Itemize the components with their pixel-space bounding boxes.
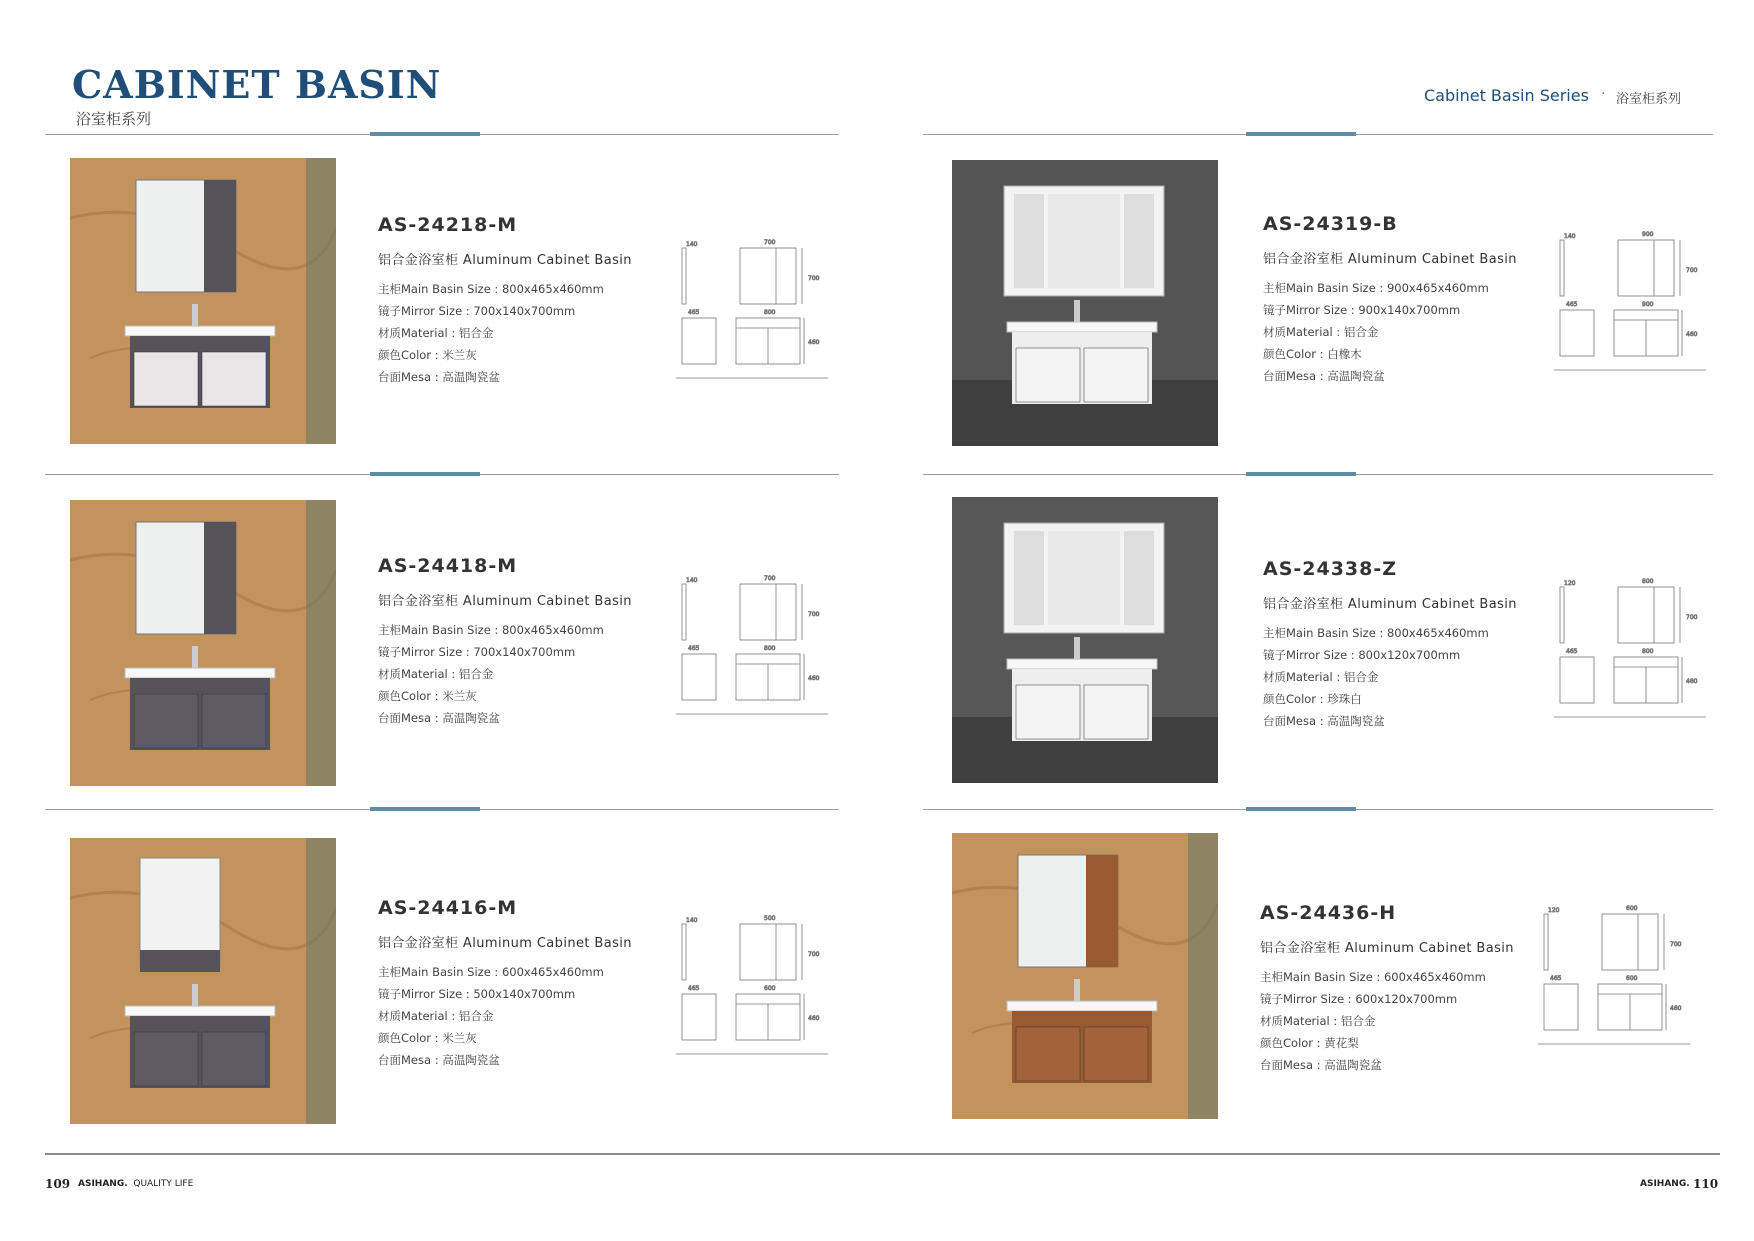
series-subtitle: 浴室柜系列 (1616, 92, 1682, 107)
product-info (378, 555, 668, 729)
svg-text:460: 460 (808, 675, 820, 682)
spec-line: 主柜Main Basin Size : 800x465x460mm (378, 282, 604, 296)
catalog-subtitle: 浴室柜系列 (76, 110, 152, 128)
footer-brand-left (78, 1179, 193, 1189)
dimension-drawing (1550, 228, 1710, 378)
svg-text:800: 800 (1642, 578, 1654, 585)
page-number-right: 110 (1693, 1177, 1719, 1191)
product-code: AS-24416-M (378, 897, 518, 919)
spec-line: 镜子Mirror Size : 700x140x700mm (378, 304, 576, 318)
svg-text:700: 700 (1686, 614, 1698, 621)
dimension-drawing (1534, 902, 1694, 1052)
spec-line: 颜色Color : 米兰灰 (378, 348, 477, 362)
divider-accent (1246, 472, 1356, 476)
spec-line: 主柜Main Basin Size : 600x465x460mm (1260, 970, 1486, 984)
svg-text:460: 460 (808, 1015, 820, 1022)
spec-line: 镜子Mirror Size : 800x120x700mm (1263, 648, 1461, 662)
svg-text:140: 140 (686, 577, 698, 584)
svg-text:700: 700 (808, 611, 820, 618)
product-name: 铝合金浴室柜 Aluminum Cabinet Basin (378, 936, 632, 951)
series-separator: · (1601, 86, 1606, 102)
svg-text:600: 600 (1626, 975, 1638, 982)
svg-text:600: 600 (764, 985, 776, 992)
divider-accent (370, 132, 480, 136)
spec-line: 台面Mesa : 高温陶瓷盆 (378, 711, 500, 725)
spec-line: 镜子Mirror Size : 500x140x700mm (378, 987, 576, 1001)
svg-text:460: 460 (1686, 331, 1698, 338)
divider-accent (1246, 132, 1356, 136)
svg-text:900: 900 (1642, 301, 1654, 308)
svg-text:700: 700 (764, 239, 776, 246)
spec-list (1263, 277, 1553, 387)
dimension-drawing (672, 912, 832, 1062)
spec-line: 材质Material : 铝合金 (378, 326, 494, 340)
product-name: 铝合金浴室柜 Aluminum Cabinet Basin (378, 594, 632, 609)
product-code: AS-24436-H (1260, 902, 1397, 924)
svg-text:700: 700 (1670, 941, 1682, 948)
spec-line: 材质Material : 铝合金 (378, 667, 494, 681)
product-code: AS-24338-Z (1263, 558, 1398, 580)
spec-list (1263, 622, 1553, 732)
product-photo (70, 838, 336, 1124)
spec-line: 镜子Mirror Size : 900x140x700mm (1263, 303, 1461, 317)
spec-line: 颜色Color : 米兰灰 (378, 689, 477, 703)
spec-line: 材质Material : 铝合金 (1263, 325, 1379, 339)
spec-line: 台面Mesa : 高温陶瓷盆 (378, 370, 500, 384)
svg-text:465: 465 (688, 645, 700, 652)
product-info (1260, 902, 1550, 1076)
svg-text:465: 465 (1550, 975, 1562, 982)
catalog-title: CABINET BASIN (72, 62, 442, 107)
spec-line: 材质Material : 铝合金 (1263, 670, 1379, 684)
spec-list (378, 961, 668, 1071)
product-info (1263, 558, 1553, 732)
svg-text:700: 700 (1686, 267, 1698, 274)
divider-accent (1246, 807, 1356, 811)
svg-text:140: 140 (686, 241, 698, 248)
svg-text:140: 140 (686, 917, 698, 924)
svg-text:465: 465 (1566, 648, 1578, 655)
svg-text:600: 600 (1626, 905, 1638, 912)
spec-line: 镜子Mirror Size : 700x140x700mm (378, 645, 576, 659)
svg-text:465: 465 (688, 985, 700, 992)
product-code: AS-24418-M (378, 555, 518, 577)
dimension-drawing (672, 572, 832, 722)
product-name: 铝合金浴室柜 Aluminum Cabinet Basin (1260, 941, 1514, 956)
divider-accent (370, 472, 480, 476)
spec-line: 主柜Main Basin Size : 900x465x460mm (1263, 281, 1489, 295)
spec-line: 台面Mesa : 高温陶瓷盆 (378, 1053, 500, 1067)
spec-line: 镜子Mirror Size : 600x120x700mm (1260, 992, 1458, 1006)
svg-text:800: 800 (764, 309, 776, 316)
spec-line: 主柜Main Basin Size : 600x465x460mm (378, 965, 604, 979)
svg-text:460: 460 (1686, 678, 1698, 685)
spec-line: 台面Mesa : 高温陶瓷盆 (1263, 369, 1385, 383)
svg-text:460: 460 (808, 339, 820, 346)
product-name: 铝合金浴室柜 Aluminum Cabinet Basin (1263, 597, 1517, 612)
spec-line: 颜色Color : 珍珠白 (1263, 692, 1362, 706)
dimension-drawing (672, 236, 832, 386)
dimension-drawing (1550, 575, 1710, 725)
product-photo (952, 497, 1218, 783)
spec-line: 颜色Color : 黄花梨 (1260, 1036, 1359, 1050)
spec-line: 材质Material : 铝合金 (378, 1009, 494, 1023)
svg-text:800: 800 (764, 645, 776, 652)
spec-line: 台面Mesa : 高温陶瓷盆 (1263, 714, 1385, 728)
svg-text:120: 120 (1548, 907, 1560, 914)
product-code: AS-24319-B (1263, 213, 1398, 235)
footer-brand-right: ASIHANG. (1640, 1179, 1690, 1189)
product-name: 铝合金浴室柜 Aluminum Cabinet Basin (1263, 252, 1517, 267)
svg-text:460: 460 (1670, 1005, 1682, 1012)
spec-line: 台面Mesa : 高温陶瓷盆 (1260, 1058, 1382, 1072)
spec-list (1260, 966, 1550, 1076)
product-code: AS-24218-M (378, 214, 518, 236)
spec-line: 主柜Main Basin Size : 800x465x460mm (1263, 626, 1489, 640)
svg-text:465: 465 (688, 309, 700, 316)
spec-list (378, 619, 668, 729)
series-title: Cabinet Basin Series (1424, 86, 1589, 105)
footer-brand-name: ASIHANG. (78, 1179, 128, 1189)
product-info (378, 897, 668, 1071)
svg-text:700: 700 (764, 575, 776, 582)
spec-list (378, 278, 668, 388)
product-photo (952, 160, 1218, 446)
svg-text:700: 700 (808, 951, 820, 958)
product-photo (952, 833, 1218, 1119)
spec-line: 颜色Color : 米兰灰 (378, 1031, 477, 1045)
product-photo (70, 500, 336, 786)
svg-text:900: 900 (1642, 231, 1654, 238)
svg-text:800: 800 (1642, 648, 1654, 655)
product-photo (70, 158, 336, 444)
footer-slogan: QUALITY LIFE (133, 1179, 194, 1189)
svg-text:700: 700 (808, 275, 820, 282)
spec-line: 主柜Main Basin Size : 800x465x460mm (378, 623, 604, 637)
product-name: 铝合金浴室柜 Aluminum Cabinet Basin (378, 253, 632, 268)
divider-accent (370, 807, 480, 811)
footer-divider (45, 1153, 1720, 1155)
page-number-left: 109 (45, 1177, 71, 1191)
svg-text:500: 500 (764, 915, 776, 922)
svg-text:120: 120 (1564, 580, 1576, 587)
svg-text:465: 465 (1566, 301, 1578, 308)
spec-line: 材质Material : 铝合金 (1260, 1014, 1376, 1028)
product-info (1263, 213, 1553, 387)
spec-line: 颜色Color : 白橡木 (1263, 347, 1362, 361)
product-info (378, 214, 668, 388)
svg-text:140: 140 (1564, 233, 1576, 240)
